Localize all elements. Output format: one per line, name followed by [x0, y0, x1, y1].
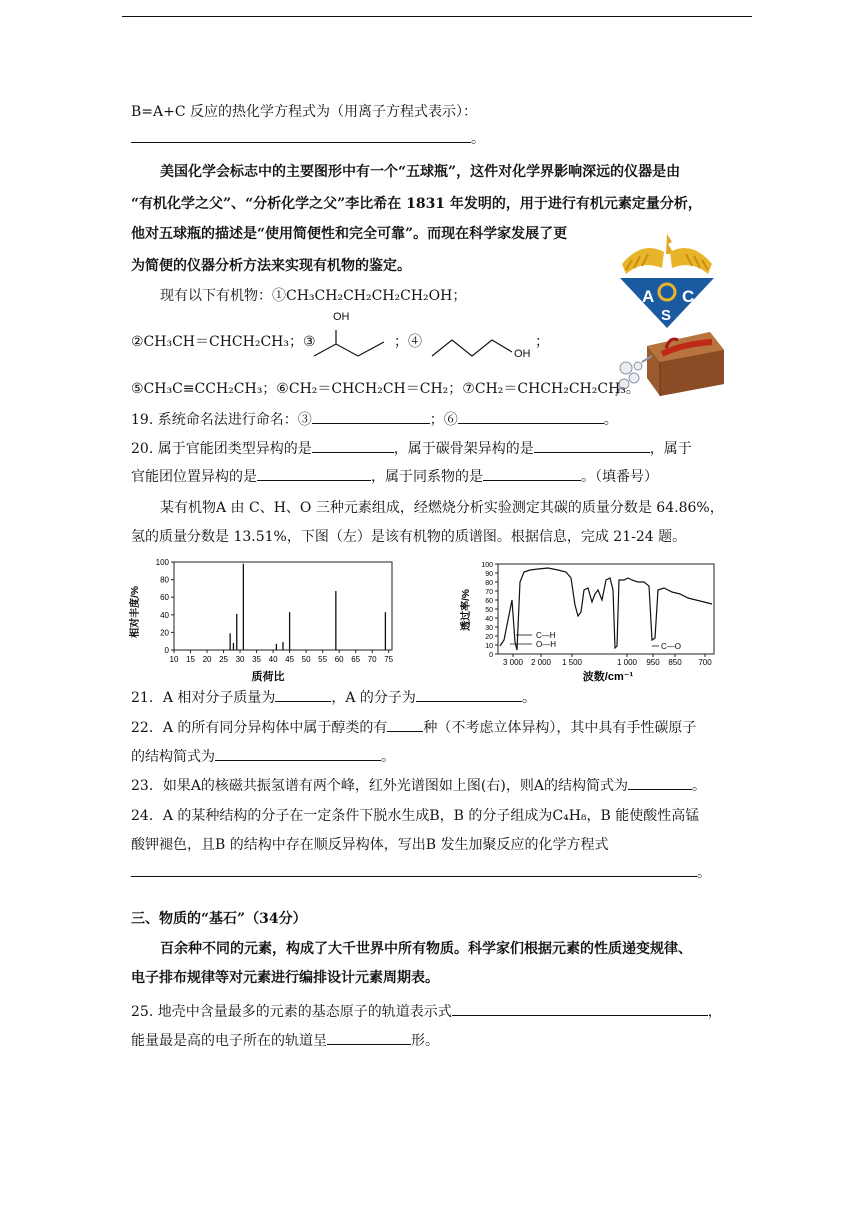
ms-xtick-label: 60 [334, 655, 344, 664]
ir-frame [498, 564, 714, 654]
ir-ytick-label: 70 [485, 589, 493, 596]
section-3-line-1: 百余种不同的元素，构成了大千世界中所有物质。科学家们根据元素的性质递变规律、 [160, 941, 692, 957]
para-a-line-1: 某有机物A 由 C、H、O 三种元素组成，经燃烧分析实验测定其碳的质量分数是 64.86%， [160, 500, 724, 516]
answer-line-b [131, 128, 485, 148]
ir-ytick-label: 60 [485, 598, 493, 605]
answer-blank-25b[interactable] [327, 1030, 411, 1045]
question-22-line-1: 22．A 的所有同分异构体中属于醇类的有 种（不考虑立体异构），其中具有手性碳原子 [131, 717, 696, 737]
question-19: 19. 系统命名法进行命名：③ ；⑥ 。 [131, 409, 618, 429]
organics-line-3: ⑤CH₃C≡CCH₂CH₃；⑥CH₂＝CHCH₂CH＝CH₂；⑦CH₂＝CHCH₂CH₂CH₃。 [131, 381, 640, 397]
ir-spectrum-line [500, 568, 712, 650]
answer-blank-20a[interactable] [312, 438, 394, 453]
header-rule [122, 16, 752, 17]
answer-blank-20b[interactable] [534, 438, 650, 453]
eagle-icon [622, 234, 712, 274]
answer-blank-22b[interactable] [215, 746, 381, 761]
skeletal-structure-4 [430, 326, 520, 360]
ir-xtick-label: 1 000 [616, 658, 638, 667]
question-24-line-2: 酸钾褪色，且B 的结构中存在顺反异构体，写出B 发生加聚反应的化学方程式 [131, 837, 609, 853]
ir-ytick-label: 80 [485, 580, 493, 587]
answer-blank-25a[interactable] [452, 1001, 708, 1016]
question-20-line-1: 20. 属于官能团类型异构的是 ，属于碳骨架异构的是 ，属于 [131, 438, 692, 458]
oh-label-4: OH [514, 348, 531, 360]
mass-spectrum-chart [128, 556, 398, 684]
answer-blank-21b[interactable] [416, 687, 522, 702]
question-21: 21．A 相对分子质量为 ，A 的分子为 。 [131, 687, 536, 707]
ms-ytick-label: 60 [160, 593, 169, 603]
question-25-line-1: 25. 地壳中含量最多的元素的基态原子的轨道表示式 ， [131, 1001, 722, 1021]
ms-xtick-label: 40 [268, 655, 278, 664]
organics-line-2a: ②CH₃CH＝CHCH₂CH₃；③ [131, 334, 316, 350]
ms-xtick-label: 20 [202, 655, 212, 664]
answer-blank-22a[interactable] [387, 717, 423, 732]
ir-ylabel: 透过率/% [461, 589, 472, 631]
question-20-line-2: 官能团位置异构的是 ，属于同系物的是 。（填番号） [131, 466, 658, 486]
ms-xtick-label: 10 [169, 655, 179, 664]
ms-frame [174, 562, 392, 650]
question-b-text: B=A+C 反应的热化学方程式为（用离子方程式表示）： [131, 104, 478, 120]
ms-xtick-label: 70 [367, 655, 377, 664]
ir-ytick-label: 40 [485, 616, 493, 623]
ir-xtick-label: 2 000 [530, 658, 552, 667]
intro-line-3: 他对五球瓶的描述是“使用简便性和完全可靠”。而现在科学家发展了更 [131, 226, 568, 242]
intro-line-4: 为简便的仪器分析方法来实现有机物的鉴定。 [131, 258, 411, 274]
organics-line-1: 现有以下有机物：①CH₃CH₂CH₂CH₂CH₂OH； [160, 288, 467, 304]
skeletal-structure-3 [312, 324, 392, 360]
ir-ytick-label: 30 [485, 625, 493, 632]
ms-xtick-label: 65 [351, 655, 361, 664]
ir-ytick-label: 50 [485, 607, 493, 614]
acs-letter-c: C [682, 287, 695, 306]
ir-xlabel: 波数/cm⁻¹ [582, 671, 634, 683]
ir-annot-co: C—O [661, 642, 681, 651]
ms-ytick-label: 100 [155, 558, 169, 567]
ms-ytick-label: 20 [160, 628, 169, 638]
ir-ytick-label: 90 [485, 571, 493, 578]
question-22-line-2: 的结构简式为 。 [131, 746, 395, 766]
intro-line-2: “有机化学之父”、“分析化学之父”李比希在 1831 年发明的，用于进行有机元素定量分析， [131, 196, 702, 212]
acs-letter-a: A [642, 287, 655, 306]
answer-blank-21a[interactable] [275, 687, 331, 702]
answer-blank-19b[interactable] [458, 409, 604, 424]
ir-xtick-label: 700 [698, 658, 712, 667]
question-25-line-2: 能量最是高的电子所在的轨道呈 形。 [131, 1030, 439, 1050]
ir-ytick-label: 0 [489, 652, 493, 659]
ms-xtick-label: 35 [252, 655, 262, 664]
ms-xtick-label: 50 [301, 655, 311, 664]
ir-annot-ch: C—H [536, 631, 556, 640]
intro-line-1: 美国化学会标志中的主要图形中有一个“五球瓶”，这件对化学界影响深远的仪器是由 [160, 164, 681, 180]
section-3-line-2: 电子排布规律等对元素进行编排设计元素周期表。 [131, 970, 439, 986]
ir-ytick-label: 100 [481, 562, 493, 569]
question-24-answer: 。 [131, 862, 711, 882]
separator-4: ；④ [394, 334, 422, 350]
ms-ytick-label: 0 [164, 646, 169, 655]
answer-blank-24[interactable] [131, 862, 697, 877]
ms-ytick-label: 40 [160, 610, 169, 620]
ir-spectrum-chart [458, 560, 730, 684]
ir-ytick-label: 10 [485, 643, 493, 650]
question-23: 23．如果A的核磁共振氢谱有两个峰，红外光谱图如上图(右)，则A的结构简式为 。 [131, 775, 706, 795]
question-24-line-1: 24．A 的某种结构的分子在一定条件下脱水生成B，B 的分子组成为C₄H₈，B 能使酸性高锰 [131, 808, 700, 824]
end-mark: 。 [471, 131, 485, 147]
ms-xtick-label: 15 [186, 655, 195, 664]
acs-logo [612, 230, 722, 330]
ir-ytick-label: 20 [485, 634, 493, 641]
ir-xtick-label: 950 [646, 658, 660, 667]
ms-xlabel: 质荷比 [251, 671, 285, 683]
ms-xtick-label: 55 [318, 655, 328, 664]
ir-xtick-label: 3 000 [502, 658, 524, 667]
para-a-line-2: 氢的质量分数是 13.51%，下图（左）是该有机物的质谱图。根据信息，完成 21-24 题。 [131, 529, 687, 545]
separator-end: ； [535, 334, 549, 350]
answer-blank-19a[interactable] [312, 409, 430, 424]
ir-xtick-label: 1 500 [561, 658, 583, 667]
acs-letter-s: S [661, 307, 672, 324]
ir-xtick-label: 850 [668, 658, 682, 667]
answer-blank-20c[interactable] [257, 466, 371, 481]
answer-blank[interactable] [131, 128, 471, 143]
answer-blank-23[interactable] [628, 775, 692, 790]
answer-blank-20d[interactable] [483, 466, 581, 481]
ms-xtick-label: 45 [285, 655, 295, 664]
oh-label-3: OH [333, 311, 350, 323]
ms-xtick-label: 75 [384, 655, 394, 664]
ms-xtick-label: 25 [219, 655, 228, 664]
ir-annot-oh: O—H [536, 640, 556, 649]
ms-ylabel: 相对丰度/% [130, 586, 141, 638]
section-3-title: 三、物质的“基石”（34分） [131, 911, 307, 927]
ms-ytick-label: 80 [160, 575, 169, 585]
ms-xtick-label: 30 [235, 655, 245, 664]
